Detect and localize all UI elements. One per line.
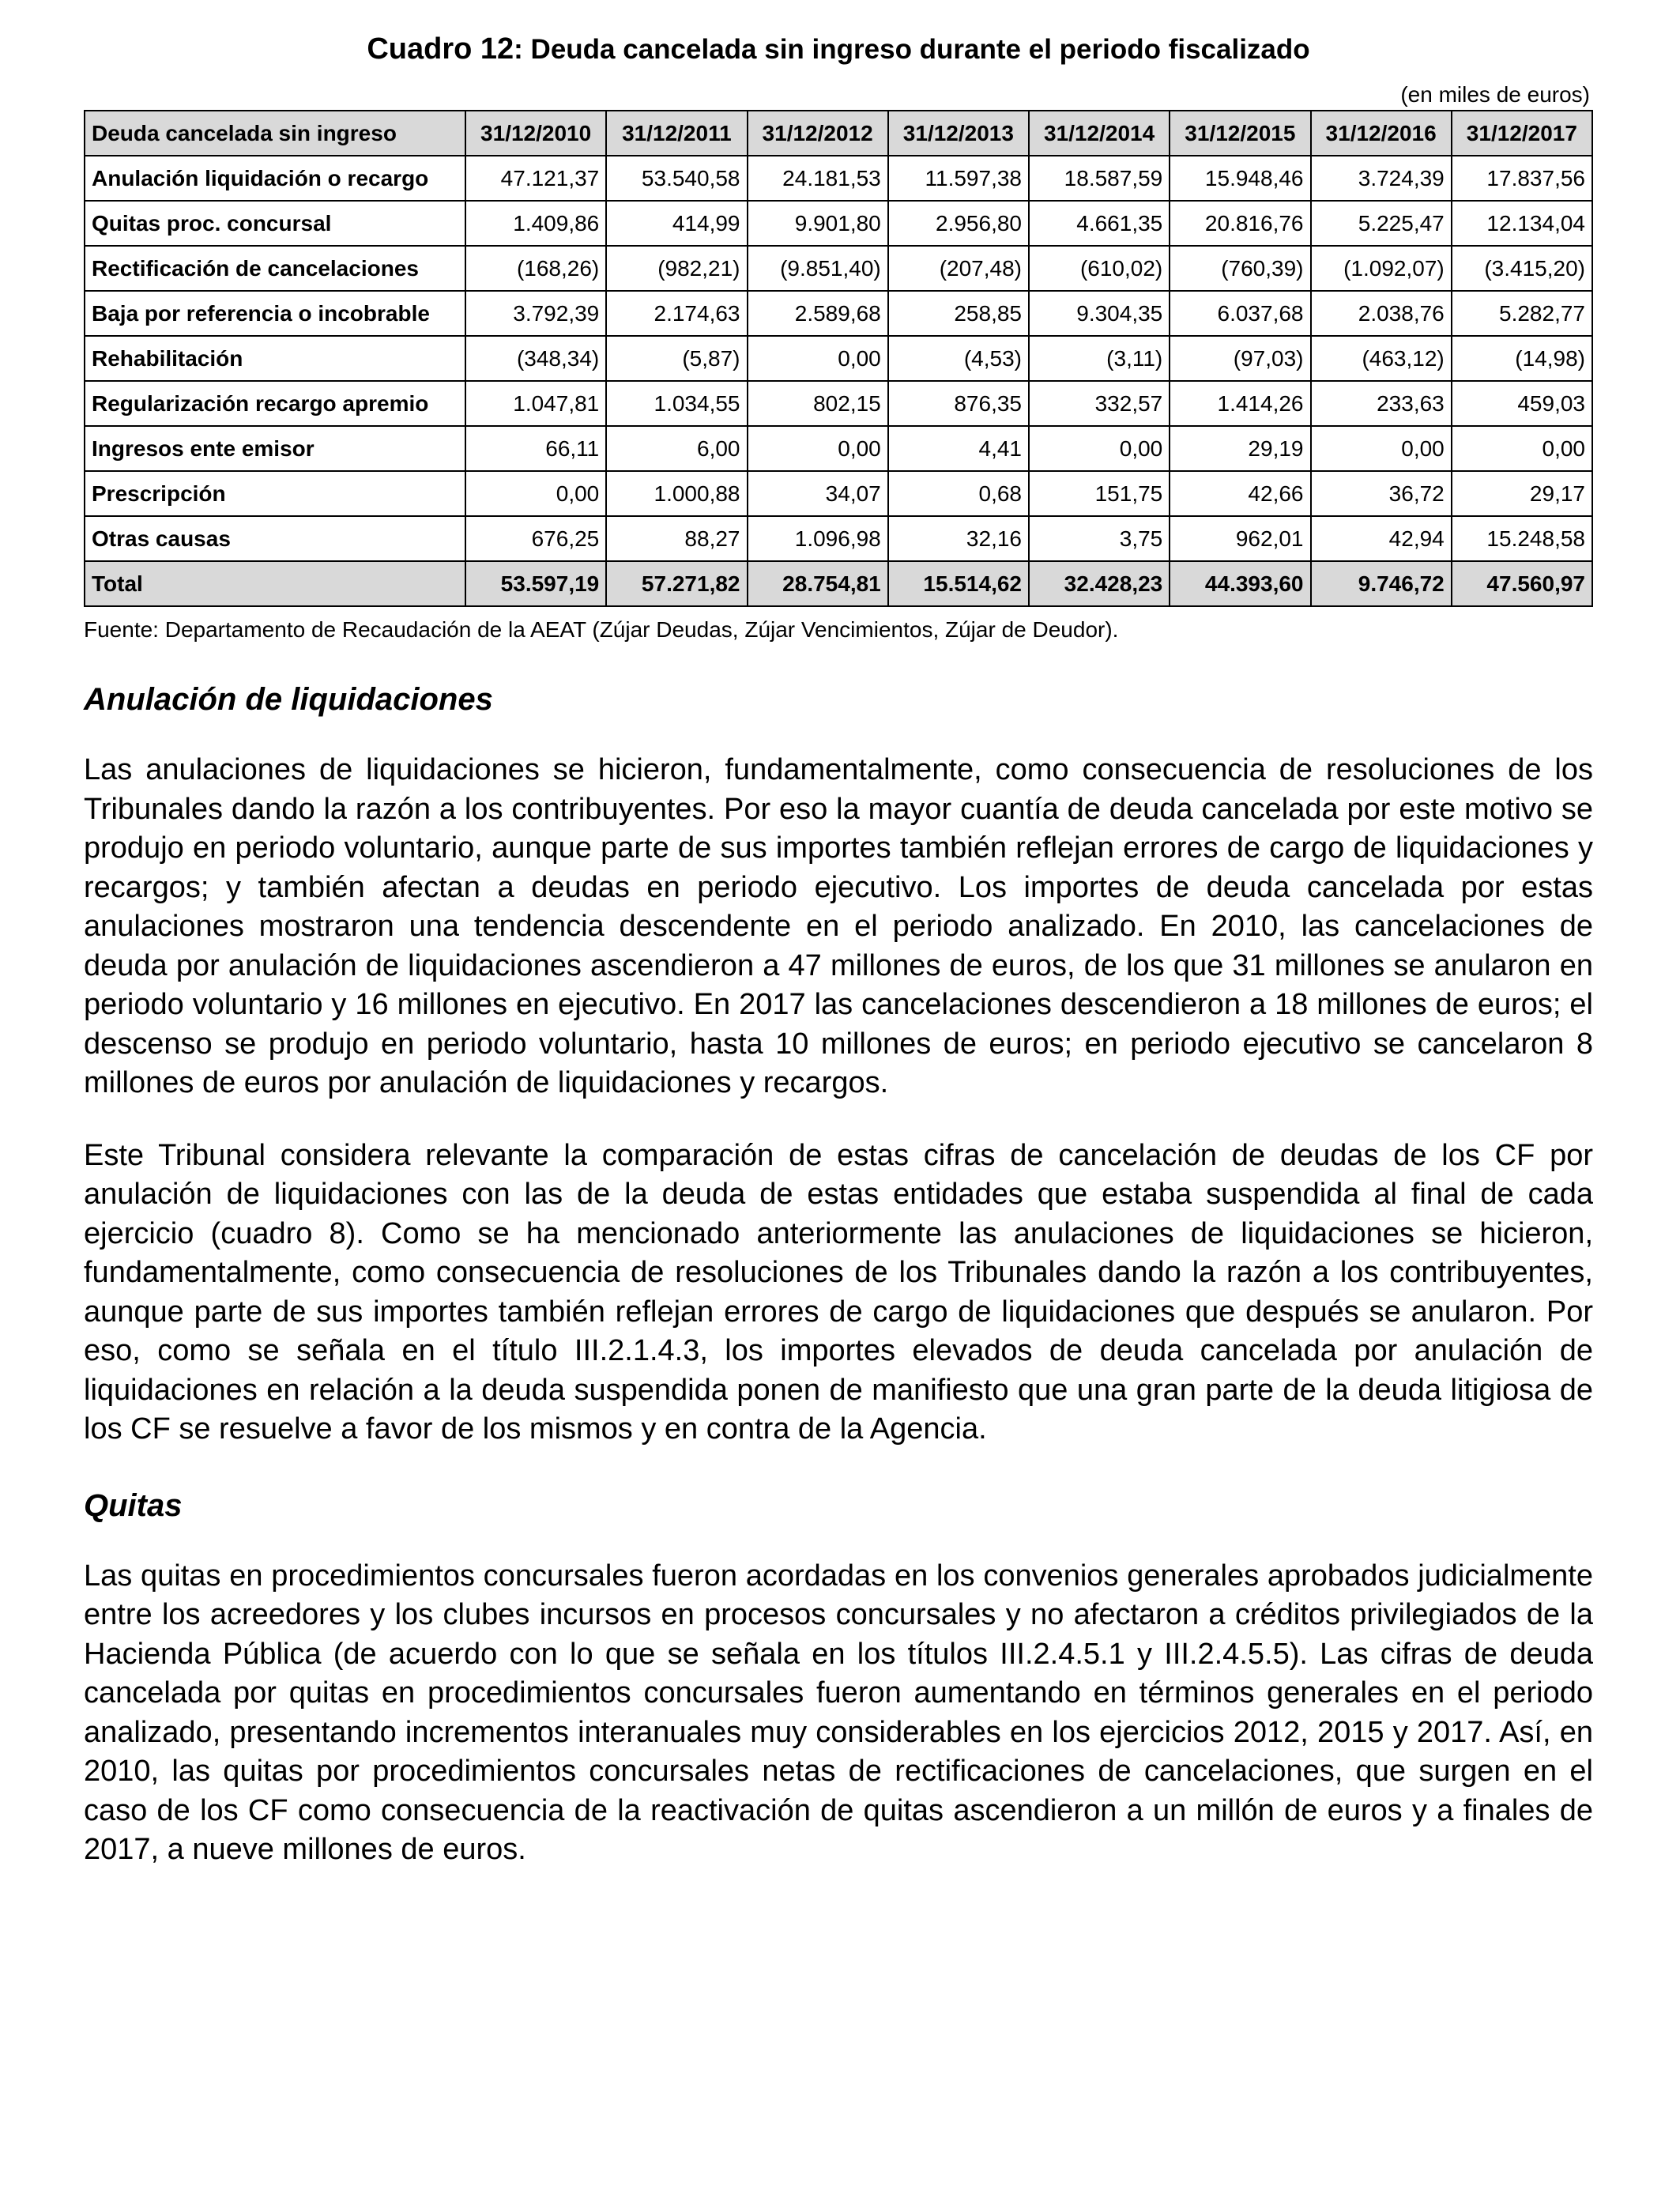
cell-value: 1.000,88	[606, 471, 747, 516]
header-year: 31/12/2010	[465, 111, 606, 156]
cell-value: (3,11)	[1029, 336, 1170, 381]
cell-value: 1.414,26	[1170, 381, 1310, 426]
cell-value: (760,39)	[1170, 246, 1310, 291]
cell-value: 233,63	[1311, 381, 1452, 426]
cell-value: (207,48)	[888, 246, 1029, 291]
cell-value: 15.248,58	[1452, 516, 1592, 561]
total-value: 32.428,23	[1029, 561, 1170, 606]
table-row	[85, 471, 1592, 516]
cell-value: 1.409,86	[465, 201, 606, 246]
header-year: 31/12/2011	[606, 111, 747, 156]
table-units: (en miles de euros)	[1400, 82, 1590, 107]
cell-value: 0,00	[1452, 426, 1592, 471]
cell-value: (97,03)	[1170, 336, 1310, 381]
cell-value: 6,00	[606, 426, 747, 471]
cell-value: 34,07	[748, 471, 888, 516]
cell-value: 414,99	[606, 201, 747, 246]
total-value: 15.514,62	[888, 561, 1029, 606]
row-label: Quitas proc. concursal	[85, 201, 465, 246]
cell-value: (3.415,20)	[1452, 246, 1592, 291]
cell-value: 876,35	[888, 381, 1029, 426]
section-heading-quitas: Quitas	[84, 1487, 183, 1523]
table-total-row	[85, 561, 1592, 606]
cell-value: 9.304,35	[1029, 291, 1170, 336]
cell-value: 11.597,38	[888, 156, 1029, 201]
cell-value: 151,75	[1029, 471, 1170, 516]
cell-value: 4,41	[888, 426, 1029, 471]
row-label: Rectificación de cancelaciones	[85, 246, 465, 291]
table-title-prefix: Cuadro 12	[367, 32, 514, 66]
cell-value: 2.174,63	[606, 291, 747, 336]
table-row	[85, 516, 1592, 561]
cell-value: (14,98)	[1452, 336, 1592, 381]
total-value: 44.393,60	[1170, 561, 1310, 606]
cell-value: (982,21)	[606, 246, 747, 291]
cell-value: 5.282,77	[1452, 291, 1592, 336]
table-row	[85, 156, 1592, 201]
cell-value: 0,00	[465, 471, 606, 516]
cell-value: 36,72	[1311, 471, 1452, 516]
header-year: 31/12/2014	[1029, 111, 1170, 156]
cell-value: 4.661,35	[1029, 201, 1170, 246]
cell-value: 29,19	[1170, 426, 1310, 471]
cell-value: 0,00	[748, 336, 888, 381]
row-label: Ingresos ente emisor	[85, 426, 465, 471]
table-title-suffix: : Deuda cancelada sin ingreso durante el periodo fiscalizado	[514, 34, 1310, 65]
cell-value: 15.948,46	[1170, 156, 1310, 201]
cell-value: 3.724,39	[1311, 156, 1452, 201]
header-year: 31/12/2016	[1311, 111, 1452, 156]
cell-value: 0,00	[1311, 426, 1452, 471]
table-row	[85, 426, 1592, 471]
table-row	[85, 246, 1592, 291]
row-label: Prescripción	[85, 471, 465, 516]
cell-value: 53.540,58	[606, 156, 747, 201]
cell-value: 17.837,56	[1452, 156, 1592, 201]
table-title	[84, 27, 1593, 72]
header-year: 31/12/2012	[748, 111, 888, 156]
paragraph: Las quitas en procedimientos concursales fueron acordadas en los convenios generales aprobados judicialmente entre los acreedores y los clubes incursos en procesos concursales y no afectaron a créditos privilegiados de la Hacienda Pública (de acuerdo con lo que se señala en los títulos III.2.4.5.1 y III.2.4.5.5). Las cifras de deuda cancelada por quitas en procedimientos concursales fueron aumentando en términos generales en el periodo analizado, presentando incrementos interanuales muy considerables en los ejercicios 2012, 2015 y 2017. Así, en 2010, las quitas por procedimientos concursales netas de rectificaciones de cancelaciones, que surgen en el caso de los CF como consecuencia de la reactivación de quitas ascendieron a un millón de euros y a finales de 2017, a nueve millones de euros.	[84, 1559, 1593, 1866]
row-label: Otras causas	[85, 516, 465, 561]
debt-table	[84, 110, 1593, 607]
paragraph: Las anulaciones de liquidaciones se hicieron, fundamentalmente, como consecuencia de resoluciones de los Tribunales dando la razón a los contribuyentes. Por eso la mayor cuantía de deuda cancelada por este motivo se produjo en periodo voluntario, aunque parte de sus importes también reflejan errores de cargo de liquidaciones y recargos; y también afectan a deudas en periodo ejecutivo. Los importes de deuda cancelada por estas anulaciones mostraron una tendencia descendente en el periodo analizado. En 2010, las cancelaciones de deuda por anulación de liquidaciones ascendieron a 47 millones de euros, de los que 31 millones se anularon en periodo voluntario y 16 millones en ejecutivo. En 2017 las cancelaciones descendieron a 18 millones de euros; el descenso se produjo en periodo voluntario, hasta 10 millones de euros; en periodo ejecutivo se cancelaron 8 millones de euros por anulación de liquidaciones y recargos.	[84, 753, 1593, 1099]
cell-value: 802,15	[748, 381, 888, 426]
total-value: 47.560,97	[1452, 561, 1592, 606]
document-page	[84, 27, 1593, 1870]
cell-value: 32,16	[888, 516, 1029, 561]
row-label: Anulación liquidación o recargo	[85, 156, 465, 201]
table-row	[85, 336, 1592, 381]
cell-value: 676,25	[465, 516, 606, 561]
cell-value: (348,34)	[465, 336, 606, 381]
cell-value: (4,53)	[888, 336, 1029, 381]
cell-value: (1.092,07)	[1311, 246, 1452, 291]
cell-value: 6.037,68	[1170, 291, 1310, 336]
cell-value: 29,17	[1452, 471, 1592, 516]
row-label: Rehabilitación	[85, 336, 465, 381]
row-label: Regularización recargo apremio	[85, 381, 465, 426]
cell-value: 258,85	[888, 291, 1029, 336]
cell-value: (463,12)	[1311, 336, 1452, 381]
cell-value: 332,57	[1029, 381, 1170, 426]
cell-value: 0,00	[1029, 426, 1170, 471]
cell-value: 18.587,59	[1029, 156, 1170, 201]
cell-value: (168,26)	[465, 246, 606, 291]
header-year: 31/12/2017	[1452, 111, 1592, 156]
cell-value: 1.096,98	[748, 516, 888, 561]
table-row	[85, 381, 1592, 426]
cell-value: 3,75	[1029, 516, 1170, 561]
total-value: 28.754,81	[748, 561, 888, 606]
cell-value: 1.047,81	[465, 381, 606, 426]
cell-value: 962,01	[1170, 516, 1310, 561]
table-row	[85, 291, 1592, 336]
cell-value: 9.901,80	[748, 201, 888, 246]
header-year: 31/12/2015	[1170, 111, 1310, 156]
cell-value: 24.181,53	[748, 156, 888, 201]
cell-value: (5,87)	[606, 336, 747, 381]
cell-value: 12.134,04	[1452, 201, 1592, 246]
cell-value: 20.816,76	[1170, 201, 1310, 246]
cell-value: (610,02)	[1029, 246, 1170, 291]
total-value: 57.271,82	[606, 561, 747, 606]
cell-value: 0,00	[748, 426, 888, 471]
cell-value: 2.956,80	[888, 201, 1029, 246]
cell-value: 66,11	[465, 426, 606, 471]
cell-value: 2.038,76	[1311, 291, 1452, 336]
table-source-note: Fuente: Departamento de Recaudación de la AEAT (Zújar Deudas, Zújar Vencimientos, Zújar de Deudor).	[84, 617, 1119, 642]
total-label: Total	[85, 561, 465, 606]
cell-value: 88,27	[606, 516, 747, 561]
cell-value: 2.589,68	[748, 291, 888, 336]
table-header-row	[85, 111, 1592, 156]
cell-value: 42,66	[1170, 471, 1310, 516]
total-value: 53.597,19	[465, 561, 606, 606]
cell-value: 1.034,55	[606, 381, 747, 426]
table-row	[85, 201, 1592, 246]
total-value: 9.746,72	[1311, 561, 1452, 606]
section-heading-anulacion: Anulación de liquidaciones	[84, 682, 493, 717]
cell-value: 459,03	[1452, 381, 1592, 426]
paragraph: Este Tribunal considera relevante la comparación de estas cifras de cancelación de deudas de los CF por anulación de liquidaciones con las de la deuda de estas entidades que estaba suspendida al final de cada ejercicio (cuadro 8). Como se ha mencionado anteriormente las anulaciones de liquidaciones se hicieron, fundamentalmente, como consecuencia de resoluciones de los Tribunales dando la razón a los contribuyentes, aunque parte de sus importes también reflejan errores de cargo de liquidaciones que después se anularon. Por eso, como se señala en el título III.2.1.4.3, los importes elevados de deuda cancelada por anulación de liquidaciones en relación a la deuda suspendida ponen de manifiesto que una gran parte de la deuda litigiosa de los CF se resuelve a favor de los mismos y en contra de la Agencia.	[84, 1138, 1593, 1446]
row-label: Baja por referencia o incobrable	[85, 291, 465, 336]
cell-value: 3.792,39	[465, 291, 606, 336]
cell-value: 5.225,47	[1311, 201, 1452, 246]
cell-value: 47.121,37	[465, 156, 606, 201]
header-year: 31/12/2013	[888, 111, 1029, 156]
cell-value: 0,68	[888, 471, 1029, 516]
cell-value: (9.851,40)	[748, 246, 888, 291]
cell-value: 42,94	[1311, 516, 1452, 561]
header-label: Deuda cancelada sin ingreso	[85, 111, 465, 156]
